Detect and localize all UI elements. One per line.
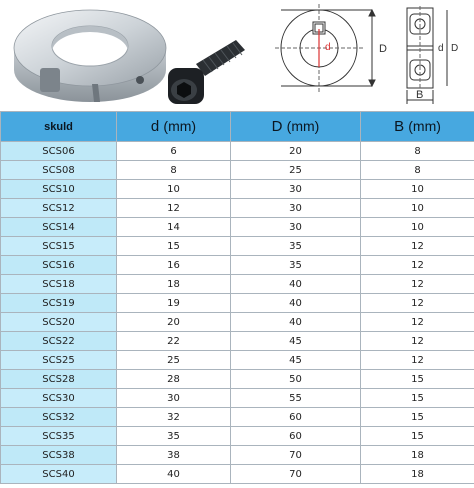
- cell-model: SCS08: [1, 161, 117, 180]
- dimension-label-d-side: d: [438, 43, 444, 54]
- cell-model: SCS30: [1, 389, 117, 408]
- table-row: [1, 408, 474, 427]
- cell-D: 50: [231, 370, 361, 389]
- cell-D: 70: [231, 465, 361, 484]
- table-row: [1, 237, 474, 256]
- cell-D: 70: [231, 446, 361, 465]
- cell-d: 22: [117, 332, 231, 351]
- cell-model: SCS20: [1, 313, 117, 332]
- cell-model: SCS25: [1, 351, 117, 370]
- table-header-row: [1, 112, 474, 142]
- cell-B: 15: [361, 370, 474, 389]
- cell-d: 32: [117, 408, 231, 427]
- header-unit: (mm): [408, 118, 441, 134]
- dimension-label-d: d: [325, 42, 331, 53]
- table-row: [1, 465, 474, 484]
- table-row: [1, 218, 474, 237]
- cell-model: SCS19: [1, 294, 117, 313]
- cell-D: 25: [231, 161, 361, 180]
- cell-D: 30: [231, 180, 361, 199]
- cell-D: 60: [231, 408, 361, 427]
- cell-model: SCS38: [1, 446, 117, 465]
- cell-D: 40: [231, 313, 361, 332]
- table-row: [1, 275, 474, 294]
- cell-d: 25: [117, 351, 231, 370]
- cell-B: 10: [361, 199, 474, 218]
- cell-model: SCS32: [1, 408, 117, 427]
- cell-d: 40: [117, 465, 231, 484]
- cell-B: 12: [361, 237, 474, 256]
- cell-model: SCS10: [1, 180, 117, 199]
- cell-model: SCS40: [1, 465, 117, 484]
- side-view-drawing: [407, 6, 447, 104]
- cell-d: 15: [117, 237, 231, 256]
- cell-d: 18: [117, 275, 231, 294]
- cell-B: 10: [361, 180, 474, 199]
- cell-D: 45: [231, 351, 361, 370]
- cell-B: 10: [361, 218, 474, 237]
- cell-D: 40: [231, 294, 361, 313]
- table-row: [1, 427, 474, 446]
- column-header-model: [1, 112, 117, 142]
- header-symbol: d: [150, 118, 160, 135]
- cell-D: 35: [231, 237, 361, 256]
- header-symbol: B: [394, 118, 405, 135]
- table-row: [1, 446, 474, 465]
- cell-D: 20: [231, 142, 361, 161]
- cell-B: 15: [361, 408, 474, 427]
- cell-D: 45: [231, 332, 361, 351]
- table-row: [1, 294, 474, 313]
- table-row: [1, 370, 474, 389]
- column-header-D: [231, 112, 361, 142]
- cell-d: 20: [117, 313, 231, 332]
- cell-model: SCS15: [1, 237, 117, 256]
- table-row: [1, 256, 474, 275]
- product-illustration: [0, 0, 474, 110]
- cell-B: 12: [361, 351, 474, 370]
- cell-d: 28: [117, 370, 231, 389]
- cell-model: SCS22: [1, 332, 117, 351]
- cell-B: 12: [361, 256, 474, 275]
- cell-model: SCS06: [1, 142, 117, 161]
- dimension-label-D: D: [379, 43, 387, 55]
- cell-B: 12: [361, 332, 474, 351]
- cell-model: SCS16: [1, 256, 117, 275]
- table-row: [1, 332, 474, 351]
- header-symbol: D: [271, 118, 283, 135]
- cell-d: 19: [117, 294, 231, 313]
- cell-model: SCS35: [1, 427, 117, 446]
- header-unit: (mm): [286, 118, 320, 134]
- cell-d: 10: [117, 180, 231, 199]
- table-row: [1, 142, 474, 161]
- cell-model: SCS14: [1, 218, 117, 237]
- cell-B: 15: [361, 427, 474, 446]
- cell-B: 18: [361, 465, 474, 484]
- cell-d: 38: [117, 446, 231, 465]
- cap-screw-photo: [168, 40, 245, 104]
- cell-D: 30: [231, 218, 361, 237]
- cell-B: 18: [361, 446, 474, 465]
- cell-B: 12: [361, 313, 474, 332]
- cell-model: SCS28: [1, 370, 117, 389]
- cell-d: 16: [117, 256, 231, 275]
- cell-d: 12: [117, 199, 231, 218]
- cell-B: 12: [361, 294, 474, 313]
- cell-D: 60: [231, 427, 361, 446]
- column-header-B: [361, 112, 474, 142]
- dimension-label-B: B: [416, 89, 424, 101]
- cell-B: 12: [361, 275, 474, 294]
- header-unit: (mm): [163, 118, 197, 134]
- table-row: [1, 161, 474, 180]
- cell-model: SCS12: [1, 199, 117, 218]
- cell-D: 35: [231, 256, 361, 275]
- spec-table: [0, 111, 474, 484]
- table-row: [1, 180, 474, 199]
- cell-D: 55: [231, 389, 361, 408]
- cell-d: 8: [117, 161, 231, 180]
- cell-B: 8: [361, 142, 474, 161]
- cell-d: 6: [117, 142, 231, 161]
- dimension-label-D-side: D: [451, 43, 459, 54]
- table-row: [1, 351, 474, 370]
- cell-D: 30: [231, 199, 361, 218]
- shaft-collar-photo: [14, 10, 166, 102]
- table-row: [1, 199, 474, 218]
- table-row: [1, 313, 474, 332]
- cell-d: 30: [117, 389, 231, 408]
- cell-d: 14: [117, 218, 231, 237]
- cell-B: 15: [361, 389, 474, 408]
- column-header-d: [117, 112, 231, 142]
- cell-D: 40: [231, 275, 361, 294]
- cell-B: 8: [361, 161, 474, 180]
- cell-d: 35: [117, 427, 231, 446]
- header-symbol: skuld: [44, 120, 73, 133]
- table-row: [1, 389, 474, 408]
- cell-model: SCS18: [1, 275, 117, 294]
